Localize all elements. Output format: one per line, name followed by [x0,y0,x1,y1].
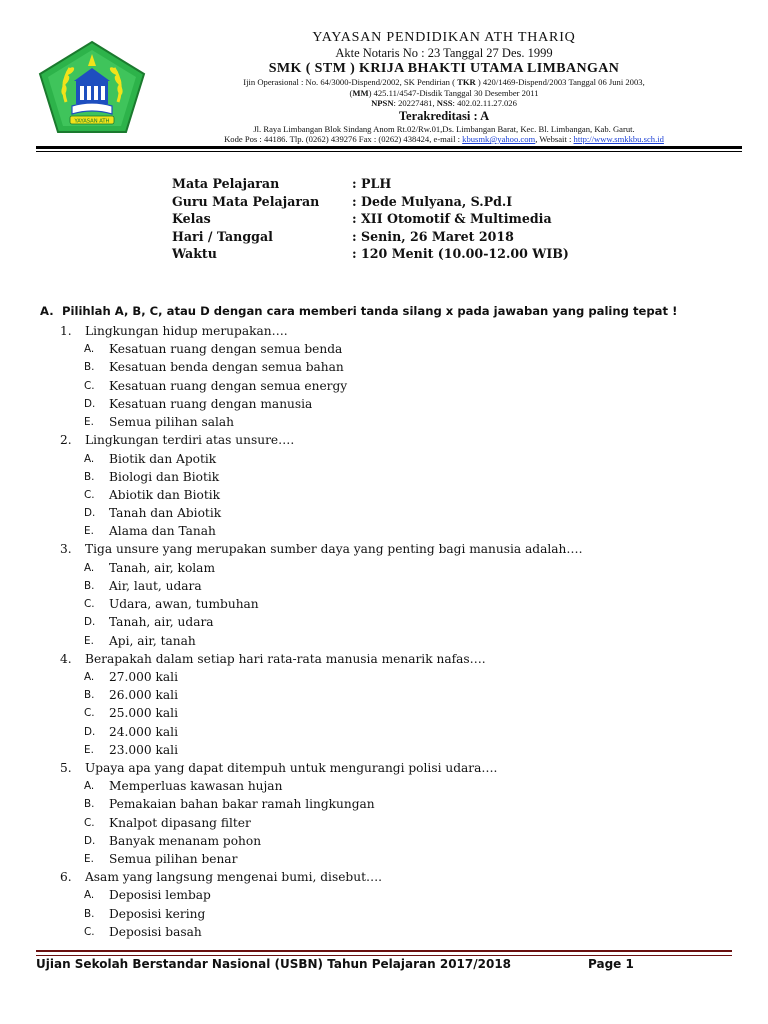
question-number: 5. [60,760,72,775]
question-text: Asam yang langsung mengenai bumi, disebut…. [85,870,383,885]
exam-info [172,176,732,264]
option-text: Kesatuan ruang dengan semua energy [109,378,348,393]
answer-option[interactable] [60,395,740,413]
option-letter: B. [84,470,95,483]
option-letter: D. [84,834,96,847]
question-list [60,322,740,941]
option-letter: C. [84,707,95,720]
option-text: Kesatuan ruang dengan manusia [109,396,313,411]
option-letter: B. [84,798,95,811]
question-item [60,322,740,340]
option-letter: D. [84,616,96,629]
question-text: Upaya apa yang dapat ditempuh untuk mengurangi polisi udara…. [85,760,498,775]
exam-info-row [172,229,732,247]
option-text: 27.000 kali [109,670,178,684]
option-text: Tanah, air, kolam [109,560,216,575]
foundation-name: YAYASAN PENDIDIKAN ATH THARIQ [312,30,576,45]
option-letter: B. [84,689,95,702]
exam-info-label: Mata Pelajaran [172,176,280,191]
question-number: 3. [60,542,72,557]
option-letter: A. [84,671,95,683]
answer-option[interactable] [60,723,740,741]
option-letter: E. [84,743,94,756]
option-letter: C. [84,379,95,392]
question-text: Lingkungan hidup merupakan…. [85,324,288,338]
exam-info-label: Hari / Tanggal [172,228,273,244]
option-letter: A. [84,343,95,356]
option-letter: C. [84,598,95,611]
option-text: Biotik dan Apotik [109,451,217,466]
instruction [40,304,677,318]
answer-option[interactable] [60,632,740,650]
answer-option[interactable] [60,468,740,486]
answer-option[interactable] [60,814,740,832]
answer-option[interactable] [60,577,740,595]
exam-info-row [172,246,732,264]
option-text: Semua pilihan benar [109,851,238,866]
question-item [60,431,740,449]
option-letter: B. [84,579,95,592]
website-link[interactable]: http://www.smkkbu.sch.id [573,134,664,144]
option-text: Udara, awan, tumbuhan [109,597,259,612]
accreditation: Terakreditasi : A [398,108,490,123]
option-letter: A. [84,889,95,902]
header-divider-thin [36,151,742,152]
question-text: Lingkungan terdiri atas unsure…. [85,433,295,448]
question-item [60,650,740,668]
footer-divider-thin [36,955,732,956]
option-text: Air, laut, udara [109,578,202,593]
exam-info-row [172,176,732,194]
exam-info-value: : PLH [352,176,392,191]
answer-option[interactable] [60,450,740,468]
option-text: Banyak menanam pohon [109,833,262,848]
answer-option[interactable] [60,741,740,759]
option-letter: C. [84,488,95,501]
option-letter: B. [84,361,95,374]
option-text: Alama dan Tanah [109,524,216,539]
answer-option[interactable] [60,686,740,704]
answer-option[interactable] [60,559,740,577]
option-letter: E. [84,525,94,538]
option-text: Api, air, tanah [109,633,196,648]
footer-exam-title: Ujian Sekolah Berstandar Nasional (USBN) Tahun Pelajaran 2017/2018 [36,957,512,971]
option-letter: C. [84,925,95,938]
letterhead [0,0,768,160]
answer-option[interactable] [60,522,740,540]
answer-option[interactable] [60,504,740,522]
answer-option[interactable] [60,668,740,686]
instruction-text: Pilihlah A, B, C, atau D dengan cara memberi tanda silang x pada jawaban yang paling tepat ! [62,304,678,318]
option-letter: D. [84,397,96,410]
page-number: Page 1 [588,957,634,971]
option-text: 26.000 kali [109,688,178,703]
email-link[interactable]: kbusmk@yahoo.com [462,134,536,144]
answer-option[interactable] [60,923,740,941]
notary-line: Akte Notaris No : 23 Tanggal 27 Des. 1999 [335,46,553,60]
school-logo [36,40,148,136]
exam-info-row [172,194,732,212]
answer-option[interactable] [60,886,740,904]
option-letter: A. [84,780,95,793]
header-text-block [150,30,738,145]
option-text: Abiotik dan Biotik [109,487,221,502]
option-text: Deposisi lembap [109,888,211,903]
option-text: Memperluas kawasan hujan [109,779,283,794]
exam-info-value: : Senin, 26 Maret 2018 [352,228,514,244]
section-label: A. [40,304,54,318]
contact-line: Kode Pos : 44186. Tlp. (0262) 439276 Fax : (0262) 438424, e-mail : kbusmk@yahoo.com, Websait : http://www.smkkbu.sch.id [224,134,664,144]
option-letter: E. [84,634,94,647]
answer-option[interactable] [60,905,740,923]
question-text: Tiga unsure yang merupakan sumber daya yang penting bagi manusia adalah…. [85,542,583,557]
answer-option[interactable] [60,795,740,813]
exam-info-label: Kelas [172,211,211,227]
option-text: Tanah dan Abiotik [109,506,222,521]
option-text: Kesatuan benda dengan semua bahan [109,360,344,375]
answer-option[interactable] [60,777,740,795]
exam-info-value: : Dede Mulyana, S.Pd.I [352,193,513,209]
option-letter: C. [84,816,95,829]
option-text: 23.000 kali [109,742,178,757]
exam-info-value: : XII Otomotif & Multimedia [352,211,552,227]
option-letter: D. [84,507,96,520]
option-letter: D. [84,725,96,738]
question-text: Berapakah dalam setiap hari rata-rata manusia menarik nafas…. [85,651,486,666]
option-text: 24.000 kali [109,724,178,739]
answer-option[interactable] [60,595,740,613]
answer-option[interactable] [60,832,740,850]
option-letter: E. [84,852,94,865]
footer-divider-thick [36,950,732,952]
exam-info-label: Waktu [172,246,217,262]
question-number: 2. [60,433,72,448]
npsn-nss-line: NPSN: 20227481, NSS: 402.02.11.27.026 [371,98,517,108]
option-text: Knalpot dipasang filter [109,815,251,830]
option-letter: A. [84,561,95,574]
question-item [60,540,740,558]
option-letter: B. [84,907,95,920]
permit-line-1: Ijin Operasional : No. 64/3000-Dispend/2002, SK Pendirian ( TKR ) 420/1469-Dispend/2003 Tanggal 06 Juni 2003, [243,77,645,87]
option-text: Semua pilihan salah [109,415,234,430]
option-text: Tanah, air, udara [109,615,214,630]
permit-line-2: (MM) 425.11/4547-Disdik Tanggal 30 Desember 2011 [349,87,539,98]
question-number: 6. [60,870,72,885]
answer-option[interactable] [60,613,740,631]
logo-banner-text: YAYASAN ATH [74,118,110,125]
exam-info-label: Guru Mata Pelajaran [172,193,320,209]
header-divider-thick [36,146,742,149]
option-text: Pemakaian bahan bakar ramah lingkungan [109,797,375,812]
answer-option[interactable] [60,704,740,722]
address-line: Jl. Raya Limbangan Blok Sindang Anom Rt.02/Rw.01,Ds. Limbangan Barat, Kec. Bl. Limbangan, Kab. Garut. [253,123,635,134]
question-item [60,868,740,886]
answer-option[interactable] [60,413,740,431]
question-number: 4. [60,651,72,666]
answer-option[interactable] [60,377,740,395]
option-text: 25.000 kali [109,706,178,721]
option-text: Deposisi basah [109,924,202,939]
answer-option[interactable] [60,850,740,868]
question-number: 1. [60,324,72,338]
option-text: Deposisi kering [109,906,206,921]
school-name: SMK ( STM ) KRIJA BHAKTI UTAMA LIMBANGAN [268,61,620,76]
question-item [60,759,740,777]
option-letter: E. [84,416,94,429]
option-text: Kesatuan ruang dengan semua benda [109,342,343,357]
answer-option[interactable] [60,358,740,376]
option-text: Biologi dan Biotik [109,469,220,484]
answer-option[interactable] [60,340,740,358]
exam-info-row [172,211,732,229]
exam-info-value: : 120 Menit (10.00-12.00 WIB) [352,246,569,262]
answer-option[interactable] [60,486,740,504]
option-letter: A. [84,452,95,465]
